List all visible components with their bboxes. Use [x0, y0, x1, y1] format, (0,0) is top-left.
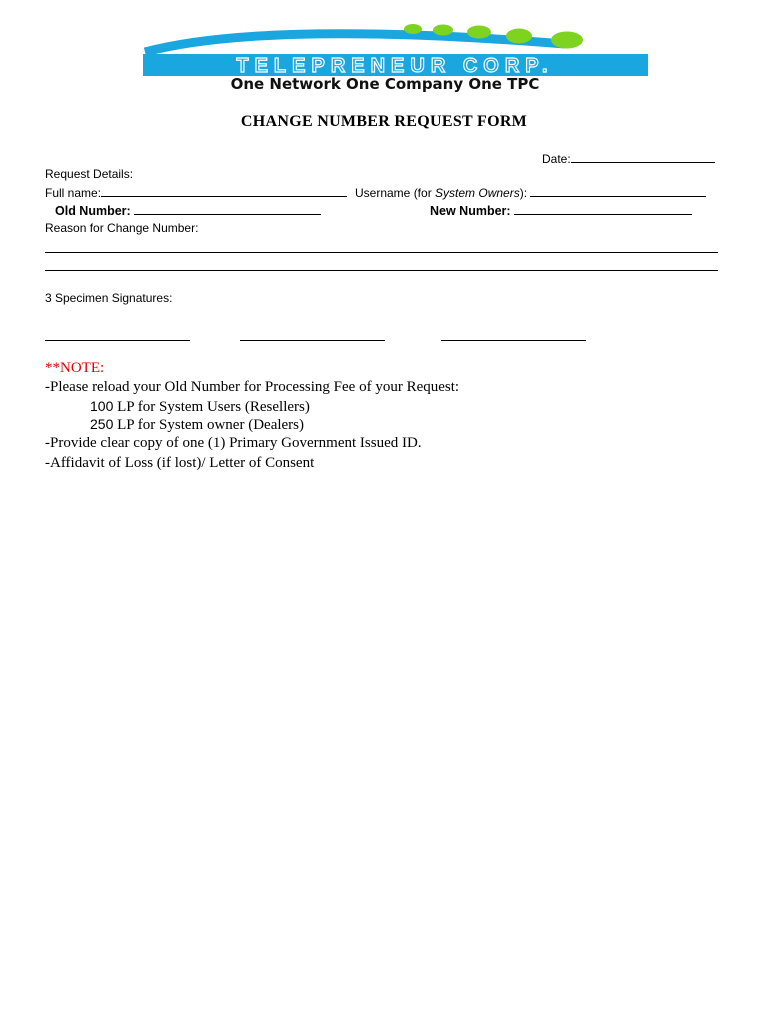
- username-label-prefix: Username (for: [355, 186, 436, 200]
- logo-text: TELEPRENEUR CORP.: [236, 55, 554, 77]
- signature-line-3[interactable]: [441, 340, 586, 341]
- logo-graphic: [135, 22, 655, 94]
- signatures-label: 3 Specimen Signatures:: [45, 291, 173, 305]
- full-name-field[interactable]: [101, 185, 347, 197]
- old-number-field[interactable]: [134, 203, 321, 215]
- reason-line-1[interactable]: [45, 252, 718, 253]
- username-label-italic: System Owners: [435, 186, 520, 200]
- fee-text-resellers: LP for System Users (Resellers): [113, 399, 310, 415]
- note-reload-line: -Please reload your Old Number for Processing Fee of your Request:: [45, 379, 460, 395]
- username-label-suffix: ):: [519, 186, 528, 200]
- old-number-row: [55, 203, 321, 218]
- date-row: [542, 151, 715, 166]
- reason-label: Reason for Change Number:: [45, 221, 199, 235]
- company-logo: [135, 22, 655, 94]
- old-number-label: Old Number:: [55, 204, 131, 218]
- fee-text-dealers: LP for System owner (Dealers): [113, 417, 305, 433]
- date-label: Date:: [542, 152, 571, 166]
- new-number-row: [430, 203, 692, 218]
- note-heading: **NOTE:: [45, 360, 105, 376]
- fee-amount-100: 100: [90, 398, 114, 414]
- fee-item-resellers: [90, 398, 310, 416]
- date-field[interactable]: [571, 151, 715, 163]
- fee-item-dealers: [90, 416, 304, 434]
- form-title: CHANGE NUMBER REQUEST FORM: [240, 113, 528, 130]
- request-details-label: Request Details:: [45, 167, 134, 181]
- username-row: [355, 185, 706, 200]
- signature-line-1[interactable]: [45, 340, 190, 341]
- signature-line-2[interactable]: [240, 340, 385, 341]
- logo-tagline: One Network One Company One TPC: [230, 75, 540, 93]
- full-name-label: Full name:: [45, 186, 102, 200]
- full-name-row: [45, 185, 347, 200]
- note-affidavit-line: -Affidavit of Loss (if lost)/ Letter of Consent: [45, 455, 315, 471]
- note-id-line: -Provide clear copy of one (1) Primary Government Issued ID.: [45, 435, 422, 451]
- reason-line-2[interactable]: [45, 270, 718, 271]
- new-number-label: New Number:: [430, 204, 511, 218]
- fee-amount-250: 250: [90, 416, 114, 432]
- new-number-field[interactable]: [514, 203, 692, 215]
- username-field[interactable]: [530, 185, 706, 197]
